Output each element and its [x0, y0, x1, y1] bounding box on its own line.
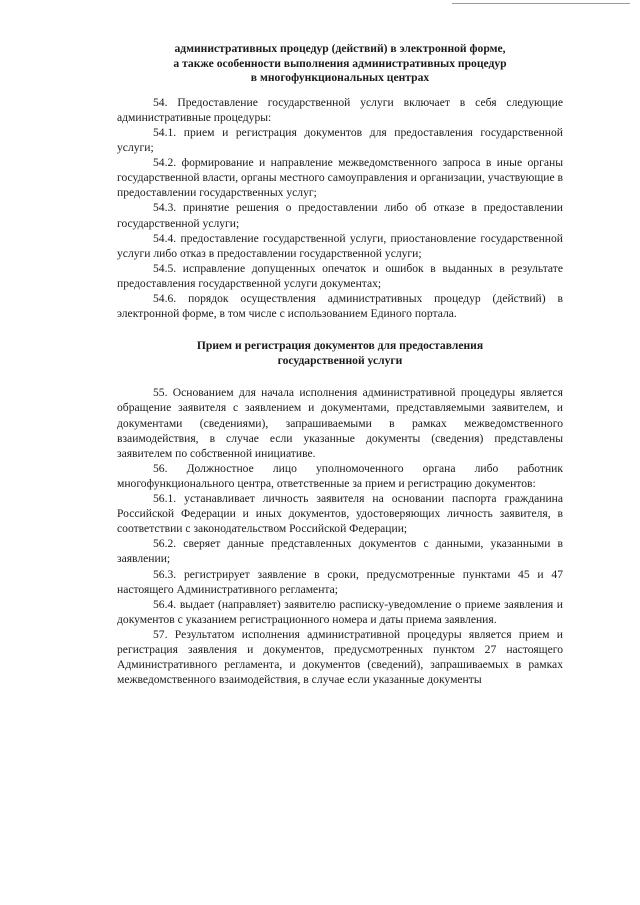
- paragraph-54-5: 54.5. исправление допущенных опечаток и ошибок в выданных в результате предоставления государственной услуги документах;: [117, 261, 563, 290]
- paragraph-56: 56. Должностное лицо уполномоченного органа либо работник многофункционального центра, ответственные за прием и регистрацию документов:: [117, 461, 563, 490]
- section-heading-reception: [117, 339, 563, 368]
- heading-line: Прием и регистрация документов для предоставления: [196, 339, 484, 353]
- paragraph-54-2: 54.2. формирование и направление межведомственного запроса в иные органы государственной власти, органы местного самоуправления и организации, участвующие в предоставлении государственных услуг;: [117, 156, 563, 200]
- paragraph-54-1: 54.1. прием и регистрация документов для предоставления государственной услуги;: [117, 125, 563, 155]
- paragraph-56-1: 56.1. устанавливает личность заявителя на основании паспорта гражданина Российской Федерации и иных документов, удостоверяющих личность заявителя, в соответствии с законодательством Российской Федерации;: [117, 492, 563, 536]
- paragraph-56-3: 56.3. регистрирует заявление в сроки, предусмотренные пунктами 45 и 47 настоящего Административного регламента;: [117, 567, 563, 596]
- paragraph-54-4: 54.4. предоставление государственной услуги, приостановление государственной услуги либо отказ в предоставлении государственной услуги;: [117, 231, 563, 260]
- section-heading-procedures: [117, 42, 563, 86]
- top-edge-line: [452, 3, 630, 4]
- heading-line: государственной услуги: [277, 353, 403, 367]
- paragraph-56-4: 56.4. выдает (направляет) заявителю расписку-уведомление о приеме заявления и документов с указанием регистрационного номера и даты приема заявления.: [117, 597, 563, 626]
- heading-line: административных процедур (действий) в электронной форме,: [174, 42, 506, 55]
- document-page: [117, 42, 563, 687]
- reception-list: [117, 385, 563, 687]
- paragraph-56-2: 56.2. сверяет данные представленных документов с данными, указанными в заявлении;: [117, 537, 563, 566]
- paragraph-54-6: 54.6. порядок осуществления административных процедур (действий) в электронной форме, в том числе с использованием Единого портала.: [117, 292, 563, 321]
- heading-line: а также особенности выполнения административных процедур: [173, 56, 507, 70]
- paragraph-57: 57. Результатом исполнения административной процедуры является прием и регистрация заявления и документов, предусмотренных пунктом 27 настоящего Административного регламента, и документов (сведений), запрашиваемых в рамках межведомственного взаимодействия, в случае если указанные документы: [117, 627, 563, 687]
- paragraph-54: 54. Предоставление государственной услуги включает в себя следующие административные процедуры:: [117, 95, 563, 124]
- heading-line: в многофункциональных центрах: [250, 71, 430, 85]
- paragraph-55: 55. Основанием для начала исполнения административной процедуры является обращение заявителя с заявлением и документами, представляемыми заявителем, и документами (сведениями), запрашиваемыми в рамках межведомственного взаимодействия, в случае если указанные документы (сведения) представлены заявителем по собственной инициативе.: [117, 386, 563, 460]
- paragraph-54-3: 54.3. принятие решения о предоставлении либо об отказе в предоставлении государственной услуги;: [117, 201, 563, 230]
- procedures-list: [117, 95, 563, 321]
